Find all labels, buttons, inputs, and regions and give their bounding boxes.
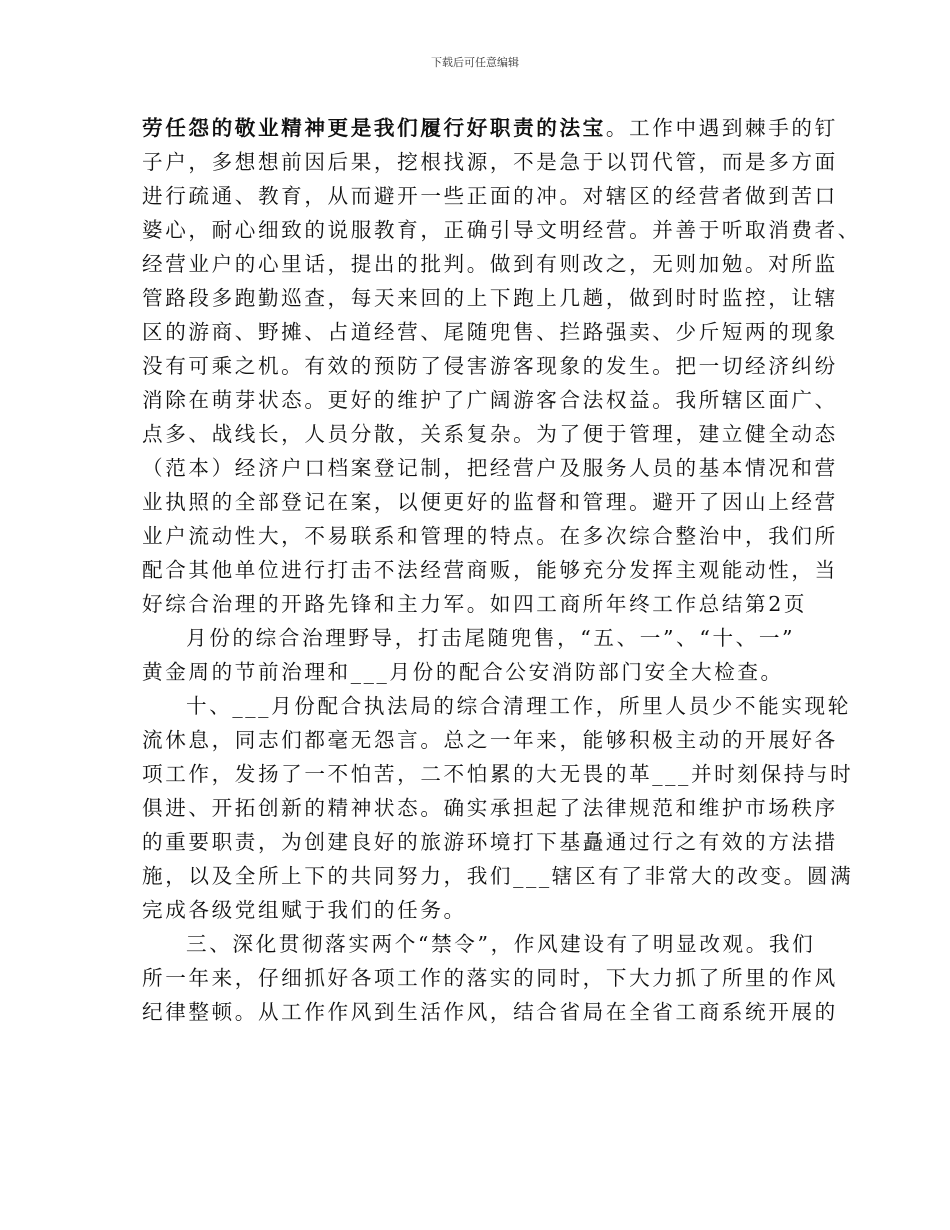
paragraph-line: 进行疏通、教育，从而避开一些正面的冲。对辖区的经营者做到苦口 — [142, 184, 838, 208]
paragraph-line: 完成各级党组赋于我们的任务。 — [142, 898, 467, 922]
paragraph-line: 俱进、开拓创新的精神状态。确实承担起了法律规范和维护市场秩序 — [142, 796, 838, 820]
paragraph-line: 区的游商、野摊、占道经营、尾随兜售、拦路强卖、少斤短两的现象 — [142, 320, 838, 344]
bold-text: 劳任怨的敬业精神更是我们履行好职责的法宝 — [142, 116, 606, 140]
paragraph-line: 流休息，同志们都毫无怨言。总之一年来，能够积极主动的开展好各 — [142, 728, 838, 752]
paragraph-line — [142, 114, 838, 142]
paragraph-line: 所一年来，仔细抓好各项工作的落实的同时，下大力抓了所里的作风 — [142, 966, 838, 990]
line-text: 。工作中遇到棘手的钉 — [605, 116, 838, 140]
paragraph-line: 经营业户的心里话，提出的批判。做到有则改之，无则加勉。对所监 — [142, 252, 838, 276]
paragraph-line: 业执照的全部登记在案，以便更好的监督和管理。避开了因山上经营 — [142, 490, 838, 514]
paragraph-line: 月份的综合治理野导，打击尾随兜售，“五、一”、“十、一” — [186, 626, 796, 650]
paragraph-line: 黄金周的节前治理和___月份的配合公安消防部门安全大检查。 — [142, 660, 784, 684]
paragraph-line: 好综合治理的开路先锋和主力军。如四工商所年终工作总结第2页 — [142, 592, 808, 616]
paragraph-line: 纪律整顿。从工作作风到生活作风，结合省局在全省工商系统开展的 — [142, 1000, 838, 1024]
paragraph-line: 十、___月份配合执法局的综合清理工作，所里人员少不能实现轮 — [186, 694, 851, 718]
paragraph-line: 业户流动性大，不易联系和管理的特点。在多次综合整治中，我们所 — [142, 524, 838, 548]
paragraph-line: 婆心，耐心细致的说服教育，正确引导文明经营。并善于听取消费者、 — [142, 218, 862, 242]
page-header: 下载后可任意编辑 — [431, 56, 519, 69]
paragraph-line: 管路段多跑勤巡查，每天来回的上下跑上几趟，做到时时监控，让辖 — [142, 286, 838, 310]
paragraph-line: 施，以及全所上下的共同努力，我们___辖区有了非常大的改变。圆满 — [142, 864, 854, 888]
paragraph-line: 点多、战线长，人员分散，关系复杂。为了便于管理，建立健全动态 — [142, 422, 838, 446]
paragraph-line: （范本）经济户口档案登记制，把经营户及服务人员的基本情况和营 — [142, 456, 838, 480]
paragraph-line: 消除在萌芽状态。更好的维护了广阔游客合法权益。我所辖区面广、 — [142, 388, 838, 412]
paragraph-line: 三、深化贯彻落实两个“禁令”，作风建设有了明显改观。我们 — [186, 932, 816, 956]
paragraph-line: 配合其他单位进行打击不法经营商贩，能够充分发挥主观能动性，当 — [142, 558, 838, 582]
paragraph-line: 子户，多想想前因后果，挖根找源，不是急于以罚代管，而是多方面 — [142, 150, 838, 174]
paragraph-line: 项工作，发扬了一不怕苦，二不怕累的大无畏的革___并时刻保持与时 — [142, 762, 854, 786]
paragraph-line: 的重要职责，为创建良好的旅游环境打下基矗通过行之有效的方法措 — [142, 830, 838, 854]
paragraph-line: 没有可乘之机。有效的预防了侵害游客现象的发生。把一切经济纠纷 — [142, 354, 838, 378]
